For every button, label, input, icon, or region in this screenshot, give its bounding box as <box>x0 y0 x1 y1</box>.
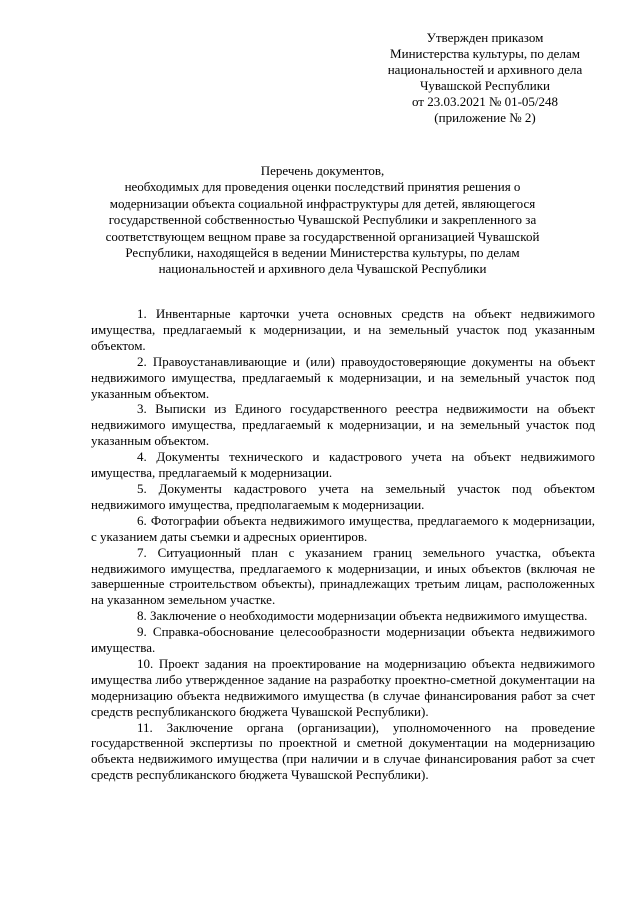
approval-line: национальностей и архивного дела <box>387 62 583 77</box>
list-item: 8. Заключение о необходимости модернизации объекта недвижимого имущества. <box>137 608 588 624</box>
list-item: 5. Документы кадастрового учета на земельный участок под объектом недвижимого имущества, предполагаемым к модернизации. <box>91 480 595 512</box>
approval-line: Министерства культуры, по делам <box>390 46 580 61</box>
list-item: 2. Правоустанавливающие и (или) правоудостоверяющие документы на объект недвижимого имущества, предлагаемый к модернизации, и на земельный участок под указанным объектом. <box>91 353 595 401</box>
approval-line: Чувашской Республики <box>419 78 551 93</box>
list-item: 4. Документы технического и кадастрового учета на объект недвижимого имущества, предлагаемый к модернизации. <box>91 449 595 481</box>
title-line: государственной собственностью Чувашской Республики и закрепленного за <box>108 212 537 228</box>
list-item: 6. Фотографии объекта недвижимого имущества, предлагаемого к модернизации, с указанием даты съемки и адресных ориентиров. <box>91 512 595 544</box>
approval-line: (приложение № 2) <box>434 110 536 125</box>
list-item: 9. Справка-обоснование целесообразности модернизации объекта недвижимого имущества. <box>91 624 595 656</box>
title-line: необходимых для проведения оценки последствий принятия решения о <box>124 179 521 195</box>
title-line: модернизации объекта социальной инфраструктуры для детей, являющегося <box>109 195 536 211</box>
title-line: соответствующем вещном праве за государственной организацией Чувашской <box>105 228 540 244</box>
title-line: национальностей и архивного дела Чувашской Республики <box>158 261 487 277</box>
list-item: 7. Ситуационный план с указанием границ земельного участка, объекта недвижимого имущества, предлагаемого к модернизации, и иных объектов (включая не завершенные строительством объекты), принадлежащих третьим лицам, расположенных на указанном земельном участке. <box>91 544 595 608</box>
list-item: 1. Инвентарные карточки учета основных средств на объект недвижимого имущества, предлагаемый к модернизации, и на земельный участок под указанным объектом. <box>91 306 595 353</box>
document-list <box>91 306 595 783</box>
document-title <box>90 163 555 278</box>
title-line: Республики, находящейся в ведении Министерства культуры, по делам <box>125 245 520 261</box>
approval-block <box>370 30 600 126</box>
list-item: 10. Проект задания на проектирование на модернизацию объекта недвижимого имущества либо утвержденное задание на разработку проектно-сметной документации на модернизацию объекта недвижимого имущества (в случае финансирования работ за счет средств республиканского бюджета Чувашской Республики). <box>91 655 595 719</box>
list-item: 3. Выписки из Единого государственного реестра недвижимости на объект недвижимого имущества, предлагаемый к модернизации, и на земельный участок под указанным объектом. <box>91 401 595 449</box>
approval-line: от 23.03.2021 № 01-05/248 <box>411 94 559 109</box>
title-line: Перечень документов, <box>260 163 385 178</box>
approval-line: Утвержден приказом <box>426 30 544 45</box>
list-item: 11. Заключение органа (организации), уполномоченного на проведение государственной экспертизы по проектной и сметной документации на модернизацию объекта недвижимого имущества (при наличии и в случае финансирования работ за счет средств республиканского бюджета Чувашской Республики). <box>91 719 595 783</box>
